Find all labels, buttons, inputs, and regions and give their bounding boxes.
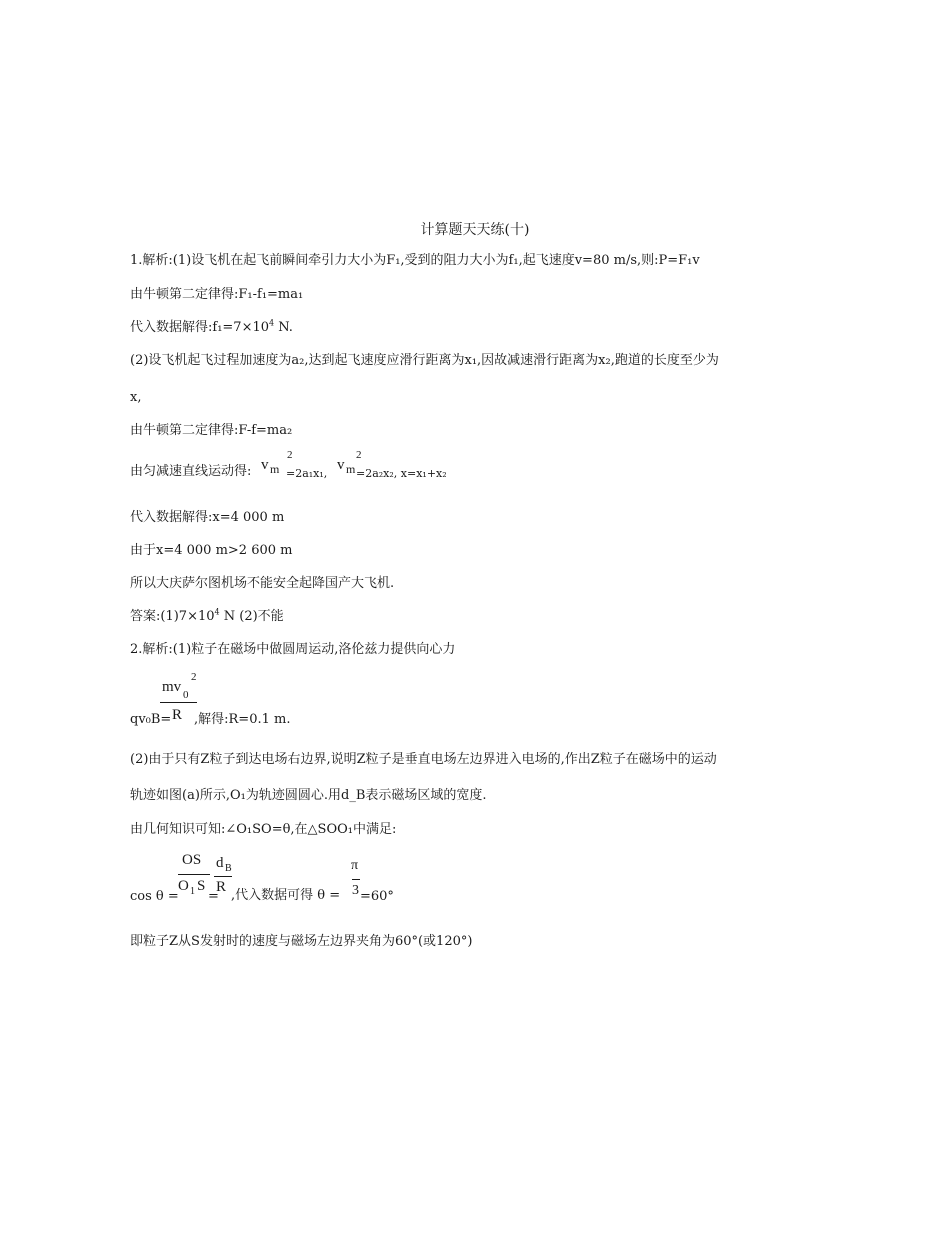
vm-symbol-2: v	[337, 457, 345, 473]
q1-line-9: 由于x=4 000 m>2 600 m	[130, 543, 293, 558]
q1-answer	[130, 607, 284, 624]
q1-line-2: 由牛顿第二定律得:F₁-f₁=ma₁	[130, 287, 304, 302]
q2-line-5: 由几何知识可知:∠O₁SO=θ,在△SOO₁中满足:	[130, 822, 397, 837]
q2-line-1: 2.解析:(1)粒子在磁场中做圆周运动,洛伦兹力提供向心力	[130, 642, 456, 657]
fraction-1-superscript: 2	[191, 671, 197, 683]
cos-label: cos θ =	[130, 889, 179, 904]
fraction-4-numerator: π	[351, 858, 359, 873]
q2-line-2-right: ,解得:R=0.1 m.	[194, 712, 291, 727]
vm-subscript-1: m	[270, 462, 280, 476]
q1-line-1: 1.解析:(1)设飞机在起飞前瞬间牵引力大小为F₁,受到的阻力大小为f₁,起飞速度v=80 m/s,则:P=F₁v	[130, 253, 700, 268]
q1-line-3-unit: N.	[274, 320, 293, 335]
fraction-2-numerator: OS	[182, 852, 202, 868]
fraction-2-denominator-subscript: 1	[190, 886, 195, 897]
q1-line-3-text: 代入数据解得:f₁=7×10	[130, 320, 270, 335]
q1-answer-exponent: 4	[214, 607, 220, 617]
vm-subscript-2: m	[346, 462, 356, 476]
page-title: 计算题天天练(十)	[420, 222, 530, 238]
q1-answer-text: 答案:(1)7×10	[130, 609, 215, 624]
q1-line-10: 所以大庆萨尔图机场不能安全起降国产大飞机.	[130, 576, 395, 591]
vm-symbol-1: v	[261, 457, 269, 473]
q1-line-5: x,	[130, 390, 142, 405]
q1-answer-rest: N (2)不能	[219, 609, 284, 624]
fraction-1-denominator: R	[172, 707, 183, 723]
fraction-2-denominator-o: O	[178, 878, 189, 894]
fraction-3-numerator-subscript: B	[225, 863, 232, 874]
q1-equation-part-1: =2a₁x₁,	[286, 467, 328, 480]
fraction-1-numerator: mv	[162, 679, 182, 695]
q1-line-7-text: 由匀减速直线运动得:	[130, 464, 252, 479]
fraction-3-bar	[214, 876, 232, 877]
q1-line-8: 代入数据解得:x=4 000 m	[130, 510, 285, 525]
q1-line-6: 由牛顿第二定律得:F-f=ma₂	[130, 423, 293, 438]
fraction-2-bar	[178, 874, 210, 875]
fraction-1-subscript: 0	[183, 689, 189, 701]
q2-line-4: 轨迹如图(a)所示,O₁为轨迹圆圆心.用d_B表示磁场区域的宽度.	[130, 788, 487, 803]
q2-line-3: (2)由于只有Z粒子到达电场右边界,说明Z粒子是垂直电场左边界进入电场的,作出Z粒子在磁场中的运动	[130, 752, 717, 767]
fraction-2-denominator-s: S	[197, 878, 206, 894]
fraction-1-bar	[160, 702, 197, 703]
q2-line-2-left: qv₀B=	[130, 712, 172, 727]
q1-line-3-exponent: 4	[269, 318, 275, 328]
equals-sign: =	[208, 889, 219, 904]
q2-line-7: 即粒子Z从S发射时的速度与磁场左边界夹角为60°(或120°)	[130, 934, 473, 949]
fraction-4-denominator: 3	[352, 883, 359, 898]
fraction-3-numerator: d	[216, 855, 224, 871]
fraction-3-denominator: R	[216, 879, 227, 895]
cos-equation-text: ,代入数据可得 θ =	[231, 888, 341, 903]
q1-line-4: (2)设飞机起飞过程加速度为a₂,达到起飞速度应滑行距离为x₁,因故减速滑行距离为x₂,跑道的长度至少为	[130, 353, 719, 368]
fraction-4-bar	[352, 879, 360, 880]
vm-square-2: 2	[356, 449, 362, 461]
q1-line-3	[130, 318, 293, 335]
q1-equation-part-2: =2a₂x₂, x=x₁+x₂	[356, 467, 447, 480]
angle-result: =60°	[360, 889, 394, 904]
vm-square-1: 2	[287, 449, 293, 461]
